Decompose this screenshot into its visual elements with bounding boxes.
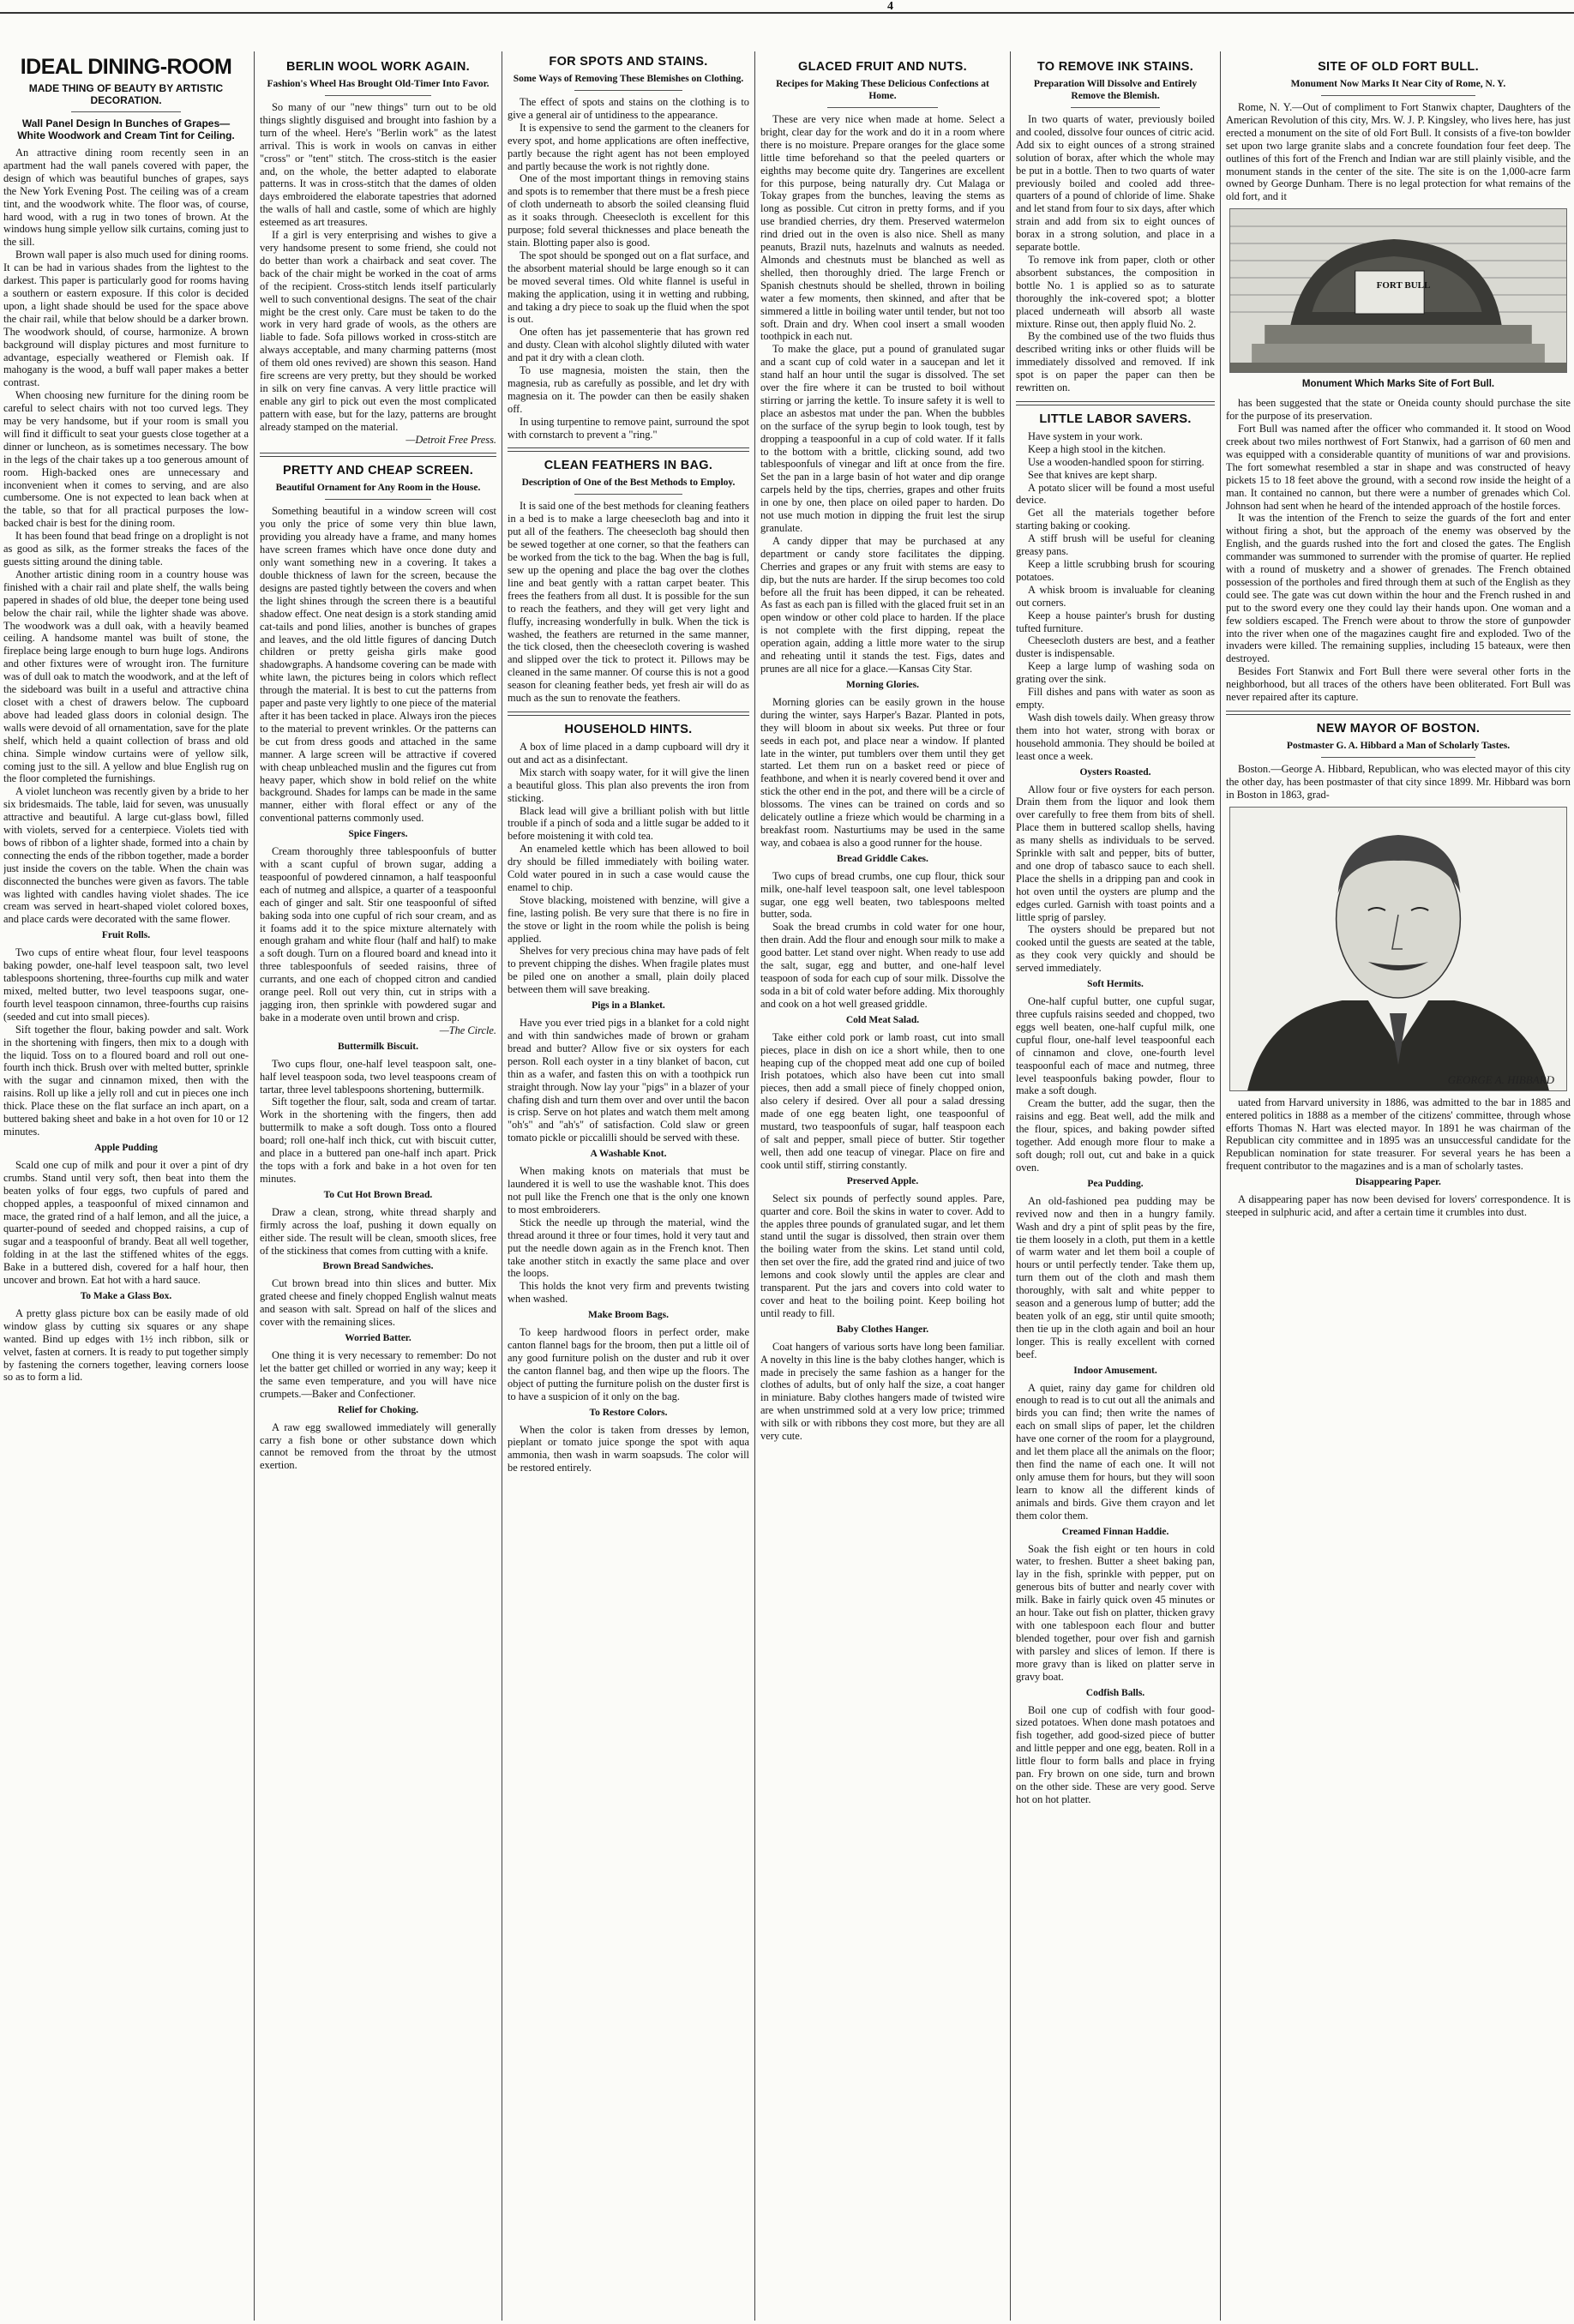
section-body <box>3 1307 249 1384</box>
divider <box>325 95 431 96</box>
section-heading: Worried Batter. <box>345 1333 412 1344</box>
page-top-rule <box>0 12 1574 14</box>
article-title: CLEAN FEATHERS IN BAG. <box>544 459 713 473</box>
divider <box>1016 401 1215 405</box>
section-body <box>508 1424 749 1475</box>
paragraph: A raw egg swallowed immediately will generally carry a fish bone or other substance down which cannot be removed from the throat by the utmost exertion. <box>260 1420 496 1472</box>
section-heading: Fruit Rolls. <box>101 930 151 941</box>
article-title: HOUSEHOLD HINTS. <box>564 722 693 736</box>
paragraph: Another artistic dining room in a country house was finished with a chair rail and plate shelf, the walls being papered in shades of old blue, the deeper tone being used below the chair rail, while the lighter shade was above. The woodwork was a dull oak, with a heavily beamed ceiling. A handsome mantel was built of stone, the fireplace being large enough to burn huge logs. Andirons and other fixtures were of wrought iron. The furniture was of dull oak to match the woodwork, and at the left of the sideboard was built in a useful and attractive china closet with a chest of drawers below. The cupboard above had leaded glass doors in colonial design. The walls were devoid of all ornamentation, save for the plate shelf, which held a quaint collection of brass and old china. Simple window curtains were of yellow silk, coming just to the sill. A yellow and blue English rug on the floor completed the furnishings. <box>3 567 249 785</box>
section-body <box>260 1277 496 1329</box>
paragraph: Something beautiful in a window screen will cost you only the price of some very thin blue lawn, providing you already have a frame, and many homes have screen frames which have once done duty and only want something new in a covering. It takes a double thickness of lawn for the screen, because the designs are pasted tightly between the covers and when the light shines through the screen there is a beautiful shadow effect. One neat design is a stork standing amid cat-tails and pond lilies, another is bunches of grapes and leaves, and the old little figures of dancing Dutch children or pretty geisha girls make good shadowgraphs. A handsome covering can be made with white lawn, the pictures being in colors which reflect through the material. It is best to cut the patterns from paper and paste very lightly to one piece of the material after it has been tacked in place. Always iron the pieces to the material to prevent wrinkles. Or the patterns can be cut from dress goods and attached in the same manner. A large screen will be attractive if covered with cheap unbleached muslin and the figures cut from heavy paper, which show in bold relief on the white background. Shades for lamps can be made in the same manner, either with floral effect or any of the conventional patterns commonly used. <box>260 505 496 825</box>
divider <box>1226 711 1571 715</box>
column-rule <box>1010 51 1011 2321</box>
section-body <box>260 1349 496 1401</box>
column-5 <box>1016 60 1215 2319</box>
section-heading: Preserved Apple. <box>846 1175 919 1186</box>
paragraph: Fort Bull was named after the officer who commanded it. It stood on Wood creek about two miles northwest of Fort Stanwix, had a garrison of 60 men and was equipped with a considerable quantity of munitions of war and provisions. The fort somewhat resembled a star in shape and was constructed of heavy pickets 15 to 18 feet above the ground, with a second row inside the height of a man. It contained no cannon, but there were a number of grenades which Col. Johnson had sent when he heard of the intended approach of the hostile forces. <box>1226 423 1571 512</box>
article-title: LITTLE LABOR SAVERS. <box>1039 411 1192 426</box>
section-body <box>1016 784 1215 976</box>
article-deck: Preparation Will Dissolve and Entirely Remove the Blemish. <box>1033 79 1198 101</box>
section-heading: Morning Glories. <box>846 679 919 690</box>
article-deck: Some Ways of Removing These Blemishes on Clothing. <box>513 74 744 84</box>
article-deck: Beautiful Ornament for Any Room in the House. <box>275 483 481 494</box>
paragraph: In two quarts of water, previously boiled and cooled, dissolve four ounces of citric acid. Add six to eight ounces of a strong strained solution of borax, after which the whole may be put in a bottle. Then to two quarts of water previously boiled and cooled add three-quarters of a pound of chloride of lime. Shake and let stand from four to six days, after which strain and add from six to eight ounces of borax in a strong solution, and place in a separate bottle. <box>1016 113 1215 254</box>
section-body <box>260 1058 496 1186</box>
paragraph: Rome, N. Y.—Out of compliment to Fort Stanwix chapter, Daughters of the American Revolution of this city, Mrs. W. J. P. Kingsley, who lives here, has just erected a monument on the site of old Fort Bull. It consists of a five-ton bowlder set upon two large granite slabs and a concrete foundation four feet deep. The outlines of this fort of the French and Indian war are still plainly visible, and the monument stands in the center of the site. The site is on the 1,000-acre farm owned by George Dunham. There is no legal protection for what remains of the old fort, and it <box>1226 101 1571 203</box>
divider <box>508 447 749 452</box>
paragraph: It is expensive to send the garment to the cleaners for every spot, and home applications are often ineffective, partly because the right agent has not been employed and partly because the work is not rightly done. <box>508 121 749 172</box>
section-body <box>1016 1195 1215 1361</box>
page-number: 4 <box>887 0 893 13</box>
article-body <box>760 113 1005 676</box>
paragraph: Cream thoroughly three tablespoonfuls of butter with a scant cupful of brown sugar, adding a teaspoonful of powdered cinnamon, a half teaspoonful each of nutmeg and allspice, a quarter of a teaspoonful each of ginger and salt. Stir one teaspoonful of sifted baking soda into one cupful of rich sour cream, and as it foams add it to the spice mixture alternately with enough graham and white flour (half and half) to make a soft dough. Turn on a floured board and knead into it three tablespoonfuls of seeded raisins, three of currants, and one each of chopped citron and candied orange peel. Roll out very thin, cut in strips with a jagging iron, then sprinkle with powdered sugar and bake in a moderate oven until brown and crisp. <box>260 845 496 1024</box>
paragraph: A quiet, rainy day game for children old enough to read is to cut out all the animals and birds you can find; then write the names of each on small slips of paper, let the children have one corner of the room for a playground, and let them place all the animals on the floor; then find the name of each one. It will not only amuse them for hours, but they will soon learn to know all the different kinds of animals and birds. Give them crayon and let them color them. <box>1016 1381 1215 1522</box>
section-body <box>1016 1382 1215 1522</box>
paragraph: This holds the knot very firm and prevents twisting when washed. <box>508 1280 749 1306</box>
paragraph: If a girl is very enterprising and wishes to give a very handsome present to some friend, she could not do better than work a chairback and seat cover. The back of the chair might be worked in the coat of arms of the recipient. Cross-stitch lends itself particularly well to such conventional designs. The seat of the chair might be the crest only. Care must be taken to do the work in very hard grade of wools, as the others are liable to fade. Sofa pillows worked in cross-stitch are always acceptable, and many charming patterns (most of them old ones revived) are shown this season. Hand fire screens are very pretty, but they should be worked in silk on very fine canvas. A very little practice will enable any girl to pick out even the most complicated pattern with ease, but for the lazy, patterns are brought already stamped on the material. <box>260 229 496 433</box>
article-body <box>508 500 749 705</box>
paragraph: Stick the needle up through the material, wind the thread around it three or four times, hold it very taut and put the needle down again as in the French knot. Then take another stitch in exactly the same place and over the loops. <box>508 1216 749 1280</box>
paragraph: A stiff brush will be useful for cleaning greasy pans. <box>1016 532 1215 558</box>
column-1 <box>3 55 249 2319</box>
paragraph: When making knots on materials that must be laundered it is well to use the washable knot. This does not pull like the French one that is the only one known to most embroiderers. <box>508 1165 749 1216</box>
portrait-signature: GEORGE A. HIBBARD <box>1447 1072 1554 1086</box>
paragraph: Shelves for very precious china may have pads of felt to prevent chipping the dishes. When fragile plates must be piled one on another a small, plain doily placed between them will save breaking. <box>508 945 749 996</box>
article-title: PRETTY AND CHEAP SCREEN. <box>282 464 474 478</box>
paragraph: Besides Fort Stanwix and Fort Bull there were several other forts in the neighborhood, but all traces of the others have been obliterated. Fort Bull was never repaired after its capture. <box>1226 665 1571 704</box>
paragraph: It was the intention of the French to seize the guards of the fort and enter without firing a shot, but the approach of the enemy was observed by the English, and the guards rushed into the fort and closed the gates. The English commander was summoned to surrender with the promise of quarter. He replied with a round of musketry and a shower of grenades. The French obtained possession of the portholes and fired through them at such of the English as they could see. The gate was cut down within the hour and the French rushed in and put to the sword every one they could lay their hands upon. One woman and a few soldiers escaped. The French were about to throw the store of gunpowder into the river when one of the magazines caught fire and exploded. Two of the invaders were killed. The remaining supplies, including 15 bateaux, were then destroyed. <box>1226 512 1571 665</box>
article-body <box>508 741 749 996</box>
paragraph: Brown wall paper is also much used for dining rooms. It can be had in various shades from the lightest to the darkest. This paper is particularly good for rooms having a southern or eastern exposure. If this color is decided upon, a light shade should be used for the space above the chair rail, while that below should be a darker brown. The woodwork should, of course, harmonize. A brown background will display pictures and most furniture to advantage, especially weathered or Flemish oak. If mahogany is the wood, a buff wall paper makes a better contrast. <box>3 249 249 389</box>
paragraph: Keep a house painter's brush for dusting tufted furniture. <box>1016 609 1215 634</box>
article-body <box>1016 430 1215 763</box>
monument-inscription: FORT BULL <box>1376 280 1431 291</box>
paragraph: Two cups of bread crumbs, one cup flour, thick sour milk, one-half level teaspoon salt, one level tablespoon sugar, one egg well beaten, two tablespoons melted butter, soda. <box>760 869 1005 921</box>
section-body <box>3 1159 249 1287</box>
paragraph: Two cups of entire wheat flour, four level teaspoons baking powder, one-half level teaspoon salt, two level tablespoons shortening, three-fourths cup milk and water mixed, melted butter, two level teaspoons sugar, one-fourth level teaspoon cinnamon, three-fourths cup raisins (seeded and cut into small pieces). <box>3 946 249 1023</box>
section-body <box>760 1341 1005 1443</box>
section-heading: Creamed Finnan Haddie. <box>1061 1526 1169 1537</box>
section-heading: Buttermilk Biscuit. <box>338 1041 418 1052</box>
section-heading: To Cut Hot Brown Bread. <box>323 1189 433 1200</box>
portrait-illustration <box>1229 807 1567 1091</box>
section-body <box>760 696 1005 850</box>
section-body <box>260 1421 496 1473</box>
article-deck: Fashion's Wheel Has Brought Old-Timer Into Favor. <box>267 79 490 89</box>
paragraph: A pretty glass picture box can be easily made of old window glass by cutting six squares or any shape wanted. Bind up edges with 1½ inch ribbon, silk or velvet, fasten at corners. It is ready to put together simply by fastening the corners together, leaving corners loose so as to form a lid. <box>3 1306 249 1384</box>
article-credit: —Detroit Free Press. <box>406 433 496 446</box>
monument-illustration <box>1229 208 1567 373</box>
paragraph: Mix starch with soapy water, for it will give the linen a beautiful gloss. This plan also prevents the iron from sticking. <box>508 766 749 804</box>
paragraph: An attractive dining room recently seen in an apartment had the wall panels covered with paper, the design of which was beautiful bunches of grapes, says the New York Evening Post. The ceiling was of a cream tint, and the woodwork white. The floor was, of course, hard wood, with a rug in two tones of brown. At the windows hung simple yellow silk curtains, coming just to the sill. <box>3 147 249 249</box>
paragraph: A disappearing paper has now been devised for lovers' correspondence. It is steeped in sulphuric acid, and after a certain time it crumbles into dust. <box>1226 1193 1571 1219</box>
paragraph: Boil one cup of codfish with four good-sized potatoes. When done mash potatoes and fish together, add good-sized piece of butter and little pepper and one egg, beaten. Roll in a little flour to form balls and place in frying pan. Fry brown on one side, turn and brown on the other side. These are very good. Serve hot on hot platter. <box>1016 1703 1215 1805</box>
section-heading: Relief for Choking. <box>337 1404 419 1415</box>
column-rule <box>1220 51 1221 2321</box>
column-rule <box>254 51 255 2321</box>
article-deck: Description of One of the Best Methods to Employ. <box>521 477 736 489</box>
article-title: SITE OF OLD FORT BULL. <box>1318 60 1479 74</box>
section-heading: Disappearing Paper. <box>1355 1177 1441 1188</box>
portrait-drawing <box>1230 808 1566 1090</box>
paragraph: Keep a high stool in the kitchen. <box>1028 442 1166 455</box>
paragraph: A candy dipper that may be purchased at any department or candy store facilitates the dipping. Cherries and grapes or any fruit with stems are easy to dip, but the nuts are harder. If the sirup becomes too cold before all the fruit has been dipped, it can be reheated. As fast as each pan is filled with the glaced fruit set in an open window or other cold place to harden. If the place is not complete with the first dipping, repeat the operation again, adding a little more water to the sirup and reheating until it stands the test. Figs, dates and prunes are all nice for a glace.—Kansas City Star. <box>760 534 1005 675</box>
paragraph: The effect of spots and stains on the clothing is to give a general air of untidiness to the appearance. <box>508 96 749 121</box>
paragraph: Have system in your work. <box>1028 429 1143 442</box>
paragraph: Soak the bread crumbs in cold water for one hour, then drain. Add the flour and enough sour milk to make a good batter. Let stand over night. When ready to use add the salt, sugar, egg and butter, and one-half level teaspoon of soda for each cup of sour milk. Dissolve the soda in a bit of cold water before adding. Mix thoroughly and cook on a hot well greased griddle. <box>760 921 1005 1010</box>
divider <box>1321 757 1476 758</box>
paragraph: Cheesecloth dusters are best, and a feather duster is indispensable. <box>1016 634 1215 660</box>
article-body <box>260 101 496 434</box>
column-2 <box>260 60 496 2319</box>
article-deck: Recipes for Making These Delicious Confections at Home. <box>776 79 989 101</box>
section-body <box>1226 1193 1571 1219</box>
paragraph: Sift together the flour, salt, soda and cream of tartar. Work in the shortening with the fingers, then add buttermilk to make a soft dough. Toss onto a floured board; roll one-half inch thick, cut with biscuit cutter, and place in a buttered pan one-half inch apart. Prick the tops with a fork and bake in a hot oven for ten minutes. <box>260 1096 496 1185</box>
section-body <box>760 870 1005 1011</box>
section-body <box>3 946 249 1138</box>
column-3 <box>508 55 749 2319</box>
column-4 <box>760 60 1005 2319</box>
section-body <box>260 845 496 1024</box>
paragraph: To make the glace, put a pound of granulated sugar and a scant cup of cold water in a saucepan and let it stand half an hour until the sugar is dissolved. The set over the fire where it can be trusted to boil without stirring or jarring the kettle. To insure safety it is well to place an asbestos mat under the pan. When the bubbles on the surface of the syrup begin to look tough, test by dropping a teaspoonful in a cup of cold water. If it falls to the bottom with a brittle, clicking sound, add two tablespoonfuls of vinegar and lift at once from the fire. Set the pan in a large basin of hot water and dip orange carpels held by the tips, cherries, grapes and other fruits in one by one, then place on oiled paper to harden. Do not use much motion in dipping the fruit lest the sirup granulate. <box>760 343 1005 534</box>
section-body <box>1016 995 1215 1174</box>
section-body <box>760 1192 1005 1320</box>
paragraph: Draw a clean, strong, white thread sharply and firmly across the loaf, pushing it down equally on either side. The result will be clean, smooth slices, free of the stickiness that comes from cutting with a knife. <box>260 1205 496 1257</box>
paragraph: Select six pounds of perfectly sound apples. Pare, quarter and core. Boil the skins in water to cover. Add to the apples three pounds of granulated sugar, and let them stand until the sugar is dissolved, then strain over them the boiling water from the skins. Let stand until cold, then set over the fire, add the grated rind and juice of two lemons and cook slowly until the apples are clear and transparent. Put the jars and covers into cold water to cover and heat to the boiling point. Keep boiling hot until ready to fill. <box>760 1192 1005 1319</box>
paragraph: Boston.—George A. Hibbard, Republican, who was elected mayor of this city the other day, has been postmaster of that city since 1899. Mr. Hibbard was born in Boston in 1863, grad- <box>1226 763 1571 801</box>
paragraph: Coat hangers of various sorts have long been familiar. A novelty in this line is the baby clothes hanger, which is made in precisely the same fashion as a hanger for the clothes of adults, but of only half the size, a coat hanger in miniature. Baby clothes hangers made of twisted wire are when unstrimmed sold at a very low price; trimmed with silk or with ribbons they cost more, but they are all very cute. <box>760 1340 1005 1443</box>
section-heading: To Restore Colors. <box>589 1407 668 1418</box>
section-heading: Apple Pudding <box>94 1142 158 1153</box>
paragraph: An enameled kettle which has been allowed to boil dry should be filled immediately with boiling water. Cold water poured in in such a case would cause the enamel to chip. <box>508 843 749 893</box>
paragraph: To use magnesia, moisten the stain, then the magnesia, rub as carefully as possible, and let dry with magnesia on it. The powder can then be easily shaken off. <box>508 364 749 415</box>
section-body <box>760 1031 1005 1172</box>
article-deck: Wall Panel Design In Bunches of Grapes—White Woodwork and Cream Tint for Ceiling. <box>17 117 235 141</box>
divider <box>71 111 182 112</box>
paragraph: One of the most important things in removing stains and spots is to remember that there must be a fresh piece of cloth underneath to absorb the soiled cleansing fluid as it soaks through. Cheesecloth is excellent for this purpose; fold several thicknesses and place beneath the stain. Blotting paper also is good. <box>508 172 749 249</box>
section-heading: To Make a Glass Box. <box>80 1290 172 1301</box>
section-heading: Baby Clothes Hanger. <box>836 1324 929 1335</box>
paragraph: Cut brown bread into thin slices and butter. Mix grated cheese and finely chopped English walnut meats and season with salt. Spread on half of the slices and cover with the remaining slices. <box>260 1277 496 1329</box>
paragraph: The oysters should be prepared but not cooked until the guests are seated at the table, as they cook very quickly and should be served immediately. <box>1016 923 1215 975</box>
section-heading: Indoor Amusement. <box>1073 1365 1157 1376</box>
paragraph: It is said one of the best methods for cleaning feathers in a bed is to make a large cheesecloth bag and into it put all of the feathers. The cheesecloth bag should then be sewed together at one corner, so that the feathers can be worked from the tick to the bag. When the bag is full, sew up the opening and place the bag over the clothes line and beat gently with a rattan carpet beater. This frees the feathers from all dust. It is possible for the sun to reach the feathers, and they will get very light and fluffy, increasing wonderfully in bulk. When the tick is washed, the feathers are returned in the same manner, the tick closed, then the cheesecloth covering is washed and slipped over the tick to protect it. Pillows may be cleaned in the same manner. Of course this is not a good season for cleaning feather beds, yet fresh air will do as much as the sun to renovate the feathers. <box>508 500 749 705</box>
section-heading: Cold Meat Salad. <box>845 1014 920 1025</box>
article-body <box>1226 1096 1571 1173</box>
paragraph: By the combined use of the two fluids thus described writing inks or other fluids will be immediately dissolved and removed. If ink spot is on paper the paper can then be rewritten on. <box>1016 330 1215 394</box>
divider <box>260 453 496 457</box>
paragraph: Sift together the flour, baking powder and salt. Work in the shortening with fingers, then mix to a dough with the liquid. Toss on to a floured board and roll out one-fourth inch thick. Brush over with melted butter, sprinkle with the sugar and cinnamon mixed, then with the raisins. Roll up like a jelly roll and cut in pieces one inch thick. Place these on the flat surface an inch apart, on a buttered baking sheet and bake in a hot oven for 10 or 12 minutes. <box>3 1023 249 1138</box>
paragraph: Scald one cup of milk and pour it over a pint of dry crumbs. Stand until very soft, then beat into them the beaten yolks of four eggs, two cupfuls of pared and chopped apples, a teaspoonful of mixed cinnamon and mace, the grated rind of a half lemon, and all the juice, a quarter-pound of seeded and chopped raisins, a cup of sugar and a teaspoonful of brandy. Beat all well together, folding in at the last the stiffened whites of the eggs. Bake in a buttered dish, covered for a half hour, then uncover and brown. Eat hot with a hard sauce. <box>3 1158 249 1287</box>
paragraph: One often has jet passementerie that has grown red and dusty. Clean with alcohol slightly diluted with water and pat it dry with a clean cloth. <box>508 326 749 364</box>
figure-caption: Monument Which Marks Site of Fort Bull. <box>1301 379 1495 390</box>
paragraph: Soak the fish eight or ten hours in cold water, to freshen. Butter a sheet baking pan, lay in the fish, sprinkle with pepper, put on generous bits of butter and nearly cover with milk. Bake in fairly quick oven 45 minutes or an hour. Take out fish on platter, thicken gravy with one tablespoon each flour and butter blended together, pour over fish and garnish with parsley and slices of lemon. If there is more gravy than is liked on platter serve in gravy boat. <box>1016 1542 1215 1683</box>
paragraph: Black lead will give a brilliant polish with but little trouble if a pinch of soda and a little sugar be added to it before moistening it with cold tea. <box>508 804 749 843</box>
paragraph: Get all the materials together before starting baking or cooking. <box>1016 507 1215 532</box>
article-body <box>1226 397 1571 704</box>
paragraph: Allow four or five oysters for each person. Drain them from the liquor and look them over carefully to free them from bits of shell. Place them in buttered scallop shells, having as many shells as individuals to be served. Sprinkle with salt and pepper, bits of butter, and one drop of tabasco sauce to each shell. Place the shells in a dripping pan and cook in hot oven until the oysters are plump and the edges curled. Garnish with toast points and a little sprig of parsley. <box>1016 783 1215 923</box>
divider <box>325 499 431 500</box>
paragraph: An old-fashioned pea pudding may be revived now and then in a hungry family. Wash and dry a pint of split peas by the fire, tie them loosely in a cloth, put them in a kettle of warm water and let them boil a couple of hours or until perfectly tender. Take them up, turn them out of the cloth and mash them thoroughly, with salt and white pepper to season and a generous lump of butter; add the beaten yolk of an egg, stir until quite smooth; then tie up in the cloth again and boil an hour longer. This is really excellent with corned beef. <box>1016 1194 1215 1360</box>
column-6 <box>1226 60 1571 2319</box>
article-title: TO REMOVE INK STAINS. <box>1036 60 1194 74</box>
paragraph: One thing it is very necessary to remember: Do not let the batter get chilled or worried in any way; keep it the same even temperature, and you will have nice crumpets.—Baker and Confectioner. <box>260 1349 496 1400</box>
divider <box>508 712 749 716</box>
paragraph: Stove blacking, moistened with benzine, will give a fine, lasting polish. Be very sure that there is no fire in the stove or light in the room while the polish is being applied. <box>508 893 749 945</box>
paragraph: To keep hardwood floors in perfect order, make canton flannel bags for the broom, then put a little oil of any good furniture polish on the duster and rub it over the canton flannel bag, and then wipe up the floors. The object of putting the furniture polish on the duster first is to have a suspicion of it only on the bag. <box>508 1326 749 1402</box>
paragraph: It has been found that bead fringe on a droplight is not as good as silk, as the former streaks the faces of the guests sitting around the dining table. <box>3 530 249 567</box>
section-heading: Make Broom Bags. <box>587 1310 670 1321</box>
section-heading: A Washable Knot. <box>590 1149 667 1160</box>
paragraph: uated from Harvard university in 1886, was admitted to the bar in 1885 and entered politics in 1888 as a member of the citizens' committee, through whose efforts Thomas N. Hart was elected mayor. In 1891 he was chairman of the Republican city committee and in 1895 was an unsuccessful candidate for the Republican nomination for state treasurer. For several years he has been a frequent contributor to the magazines and is a man of scholarly tastes. <box>1226 1096 1571 1173</box>
paragraph: Keep a little scrubbing brush for scouring potatoes. <box>1016 558 1215 583</box>
article-body <box>3 147 249 926</box>
article-subtitle: MADE THING OF BEAUTY BY ARTISTIC DECORATION. <box>28 82 224 106</box>
paragraph: Fill dishes and pans with water as soon as empty. <box>1016 686 1215 711</box>
paragraph: A potato slicer will be found a most useful device. <box>1016 481 1215 507</box>
paragraph: So many of our "new things" turn out to be old things slightly disguised and brought into fashion by a turn of the wheel. Here's "Berlin work" as the latest arrival. This is work in wools on canvas in either "cross" or "tent" stitch. The cross-stitch is the easier and, on the whole, the better adapted to elaborate patterns. It was in cross-stitch that the dames of olden days embroidered the elaborate tapestries that adorned the walls of hall and castle, some of which are highly esteemed as art treasures. <box>260 101 496 229</box>
paragraph: One-half cupful butter, one cupful sugar, three cupfuls raisins seeded and chopped, two eggs well beaten, one-half cupful milk, one cupful flour, one-half level teaspoonful each of cinnamon and clove, one-fourth level teaspoonful each of mace and nutmeg, three level teaspoonfuls baking powder, flour to make a soft dough. <box>1016 995 1215 1097</box>
paragraph: A box of lime placed in a damp cupboard will dry it out and act as a disinfectant. <box>508 740 749 766</box>
section-body <box>260 1206 496 1258</box>
paragraph: Keep a large lump of washing soda on grating over the sink. <box>1016 660 1215 686</box>
article-body <box>508 96 749 441</box>
divider <box>1071 107 1160 108</box>
article-title: FOR SPOTS AND STAINS. <box>549 55 708 69</box>
paragraph: Take either cold pork or lamb roast, cut into small pieces, place in dish on ice a short while, then to one heaping cup of the chopped meat add one cup of boiled Irish potatoes, which also have been cut into small pieces, then add a small piece of finely chopped onion, also celery if desired. Over all pour a salad dressing made of one egg beaten light, one teaspoonful of mustard, two teaspoonfuls of sugar, half teaspoon each of salt and pepper, small piece of butter. Stir together well, then add one teacup of vinegar. Place on fire and cook until stiff, stirring constantly. <box>760 1030 1005 1171</box>
article-title: BERLIN WOOL WORK AGAIN. <box>286 60 470 74</box>
paragraph: has been suggested that the state or Oneida county should purchase the site for the purpose of its preservation. <box>1226 397 1571 423</box>
paragraph: A violet luncheon was recently given by a bride to her six bridesmaids. The table, laid for seven, was unusually attractive and beautiful. A large cut-glass bowl, filled with violets, served for a centerpiece. Violets tied with bows of ribbon of a lighter shade, formed into a chain by connecting the ends of the ribbon together, made a border just inside the covers on the table. When the chain was disconnected the bunches were given as favors. The table was lighted with candles having violet shades. The ice cream was served in heart-shaped violet colored boxes, and place cards were decorated with the same flower. <box>3 785 249 926</box>
divider <box>827 107 937 108</box>
paragraph: Have you ever tried pigs in a blanket for a cold night and with thin sandwiches made of brown or graham bread and butter? Allow five or six oysters for each person. Roll each oyster in a tiny blanket of bacon, cut thin as a wafer, and fasten this on with a toothpick run straight through. Now lay your "pigs" in a blazer of your chafing dish and turn them over and over until the bacon is crisp. Serve on hot plates and watch them melt among "oh's" and "ah's" of satisfaction. Cold slaw or green tomato pickle or piccalilli should be served with these. <box>508 1017 749 1144</box>
section-body <box>508 1165 749 1306</box>
section-heading: Pigs in a Blanket. <box>592 1000 665 1012</box>
paragraph: Morning glories can be easily grown in the house during the winter, says Harper's Bazar. Planted in pots, they will bloom in about six weeks. Put three or four seeds in each pot, and place near a window. If planted late in the winter, put tumblers over them until they get started. Let them run on a basket reed or piece of feathbone, and when it is nearly covered bend it over and stick the other end in the pot, and there will be a circle of blossoms. The vines can be trained on cords and so delicately outline a frieze which would be charming in a breakfast room. Nasturtiums may be used in the same way, and cobaea is also a good runner for the house. <box>760 695 1005 849</box>
section-heading: Pea Pudding. <box>1087 1178 1144 1189</box>
divider <box>574 494 683 495</box>
article-body <box>1226 763 1571 802</box>
section-heading: Codfish Balls. <box>1085 1687 1145 1698</box>
section-heading: Bread Griddle Cakes. <box>837 853 928 864</box>
paragraph: Two cups flour, one-half level teaspoon salt, one-half level teaspoon soda, two level teaspoons cream of tartar, three level tablespoons shortening, buttermilk. <box>260 1057 496 1096</box>
article-deck: Monument Now Marks It Near City of Rome, N. Y. <box>1290 79 1506 89</box>
paragraph: Use a wooden-handled spoon for stirring. <box>1028 455 1205 468</box>
article-body <box>1226 101 1571 203</box>
paragraph: When the color is taken from dresses by lemon, pieplant or tomato juice sponge the spot with aqua ammonia, then wash in warm soapsuds. The color will be restored entirely. <box>508 1423 749 1474</box>
section-heading: Oysters Roasted. <box>1079 766 1151 778</box>
paragraph: To remove ink from paper, cloth or other absorbent substances, the composition in bottle No. 1 is applied so as to saturate thoroughly the ink-covered spot; a blotter placed underneath will absorb all waste mixture. Rinse out, then apply fluid No. 2. <box>1016 253 1215 330</box>
article-title: GLACED FRUIT AND NUTS. <box>798 60 967 74</box>
paragraph: Wash dish towels daily. When greasy throw them into hot water, strong with borax or household ammonia. They should be boiled at least once a week. <box>1016 711 1215 762</box>
section-body <box>508 1017 749 1144</box>
section-heading: Soft Hermits. <box>1087 979 1144 990</box>
paragraph: The spot should be sponged out on a flat surface, and the absorbent material should be large enough so it can be moved several times. Old white flannel is useful in making the application, using it in wetting and rubbing, and taking a dry piece to soak up the fluid when the spot is out. <box>508 249 749 326</box>
column-rule <box>754 51 755 2321</box>
section-heading: Spice Fingers. <box>348 829 408 840</box>
section-heading: Brown Bread Sandwiches. <box>322 1261 434 1272</box>
article-title: NEW MAYOR OF BOSTON. <box>1316 722 1481 736</box>
paragraph: These are very nice when made at home. Select a bright, clear day for the work and do it in a room where there is no moisture. Prepare oranges for the glace some little time beforehand so that the peeled quarters or eighths may become quite dry. Tangerines are excellent for this purpose, being naturally dry. Cut Malaga or Tokay grapes from the bunches, leaving the stems as long as possible. Cut citron in pretty forms, and if you use brandied cherries, dry them. Preserved watermelon rind dried out in the oven is also nice. Shell as many peanuts, Brazil nuts, hazelnuts and walnuts as needed. Almonds and chestnuts must be blanched as well as shelled, then thoroughly dried. The large French or Spanish chestnuts should be shelled, thrown in boiling water a few moments, then skinned, and after that be simmered a little in boiling water until tender, but not too soft. Drain and dry. When cool insert a small wooden toothpick in each nut. <box>760 113 1005 343</box>
section-body <box>508 1326 749 1402</box>
article-body <box>1016 113 1215 394</box>
article-credit: —The Circle. <box>439 1024 496 1036</box>
article-body <box>260 505 496 825</box>
paragraph: Cream the butter, add the sugar, then the raisins and egg. Beat well, add the milk and the flour, spices, and baking powder sifted together. Add enough more flour to make a soft dough; roll out, cut and bake in a quick oven. <box>1016 1097 1215 1174</box>
article-deck: Postmaster G. A. Hibbard a Man of Scholarly Tastes. <box>1286 741 1511 751</box>
paragraph: A whisk broom is invaluable for cleaning out corners. <box>1016 583 1215 609</box>
paragraph: When choosing new furniture for the dining room be careful to select chairs with not too curved legs. They may be very handsome, but if your room is small you will find it difficult to seat your guests close together at a dinner or luncheon, as is sometimes necessary. The bow in the legs of the chair takes up a too generous amount of room. High-backed ones are unnecessary and inconvenient when it comes to serving, and are also cumbersome. One is not expected to lean back when at the table, so that for all practical purposes the low-backed chair is best for the dining room. <box>3 389 249 530</box>
section-body <box>1016 1543 1215 1684</box>
paragraph: In using turpentine to remove paint, surround the spot with cornstarch to prevent a "ring." <box>508 415 749 441</box>
paragraph: See that knives are kept sharp. <box>1028 468 1157 481</box>
divider <box>574 90 683 91</box>
divider <box>1321 95 1476 96</box>
section-body <box>1016 1704 1215 1806</box>
article-title: IDEAL DINING-ROOM <box>20 55 232 79</box>
